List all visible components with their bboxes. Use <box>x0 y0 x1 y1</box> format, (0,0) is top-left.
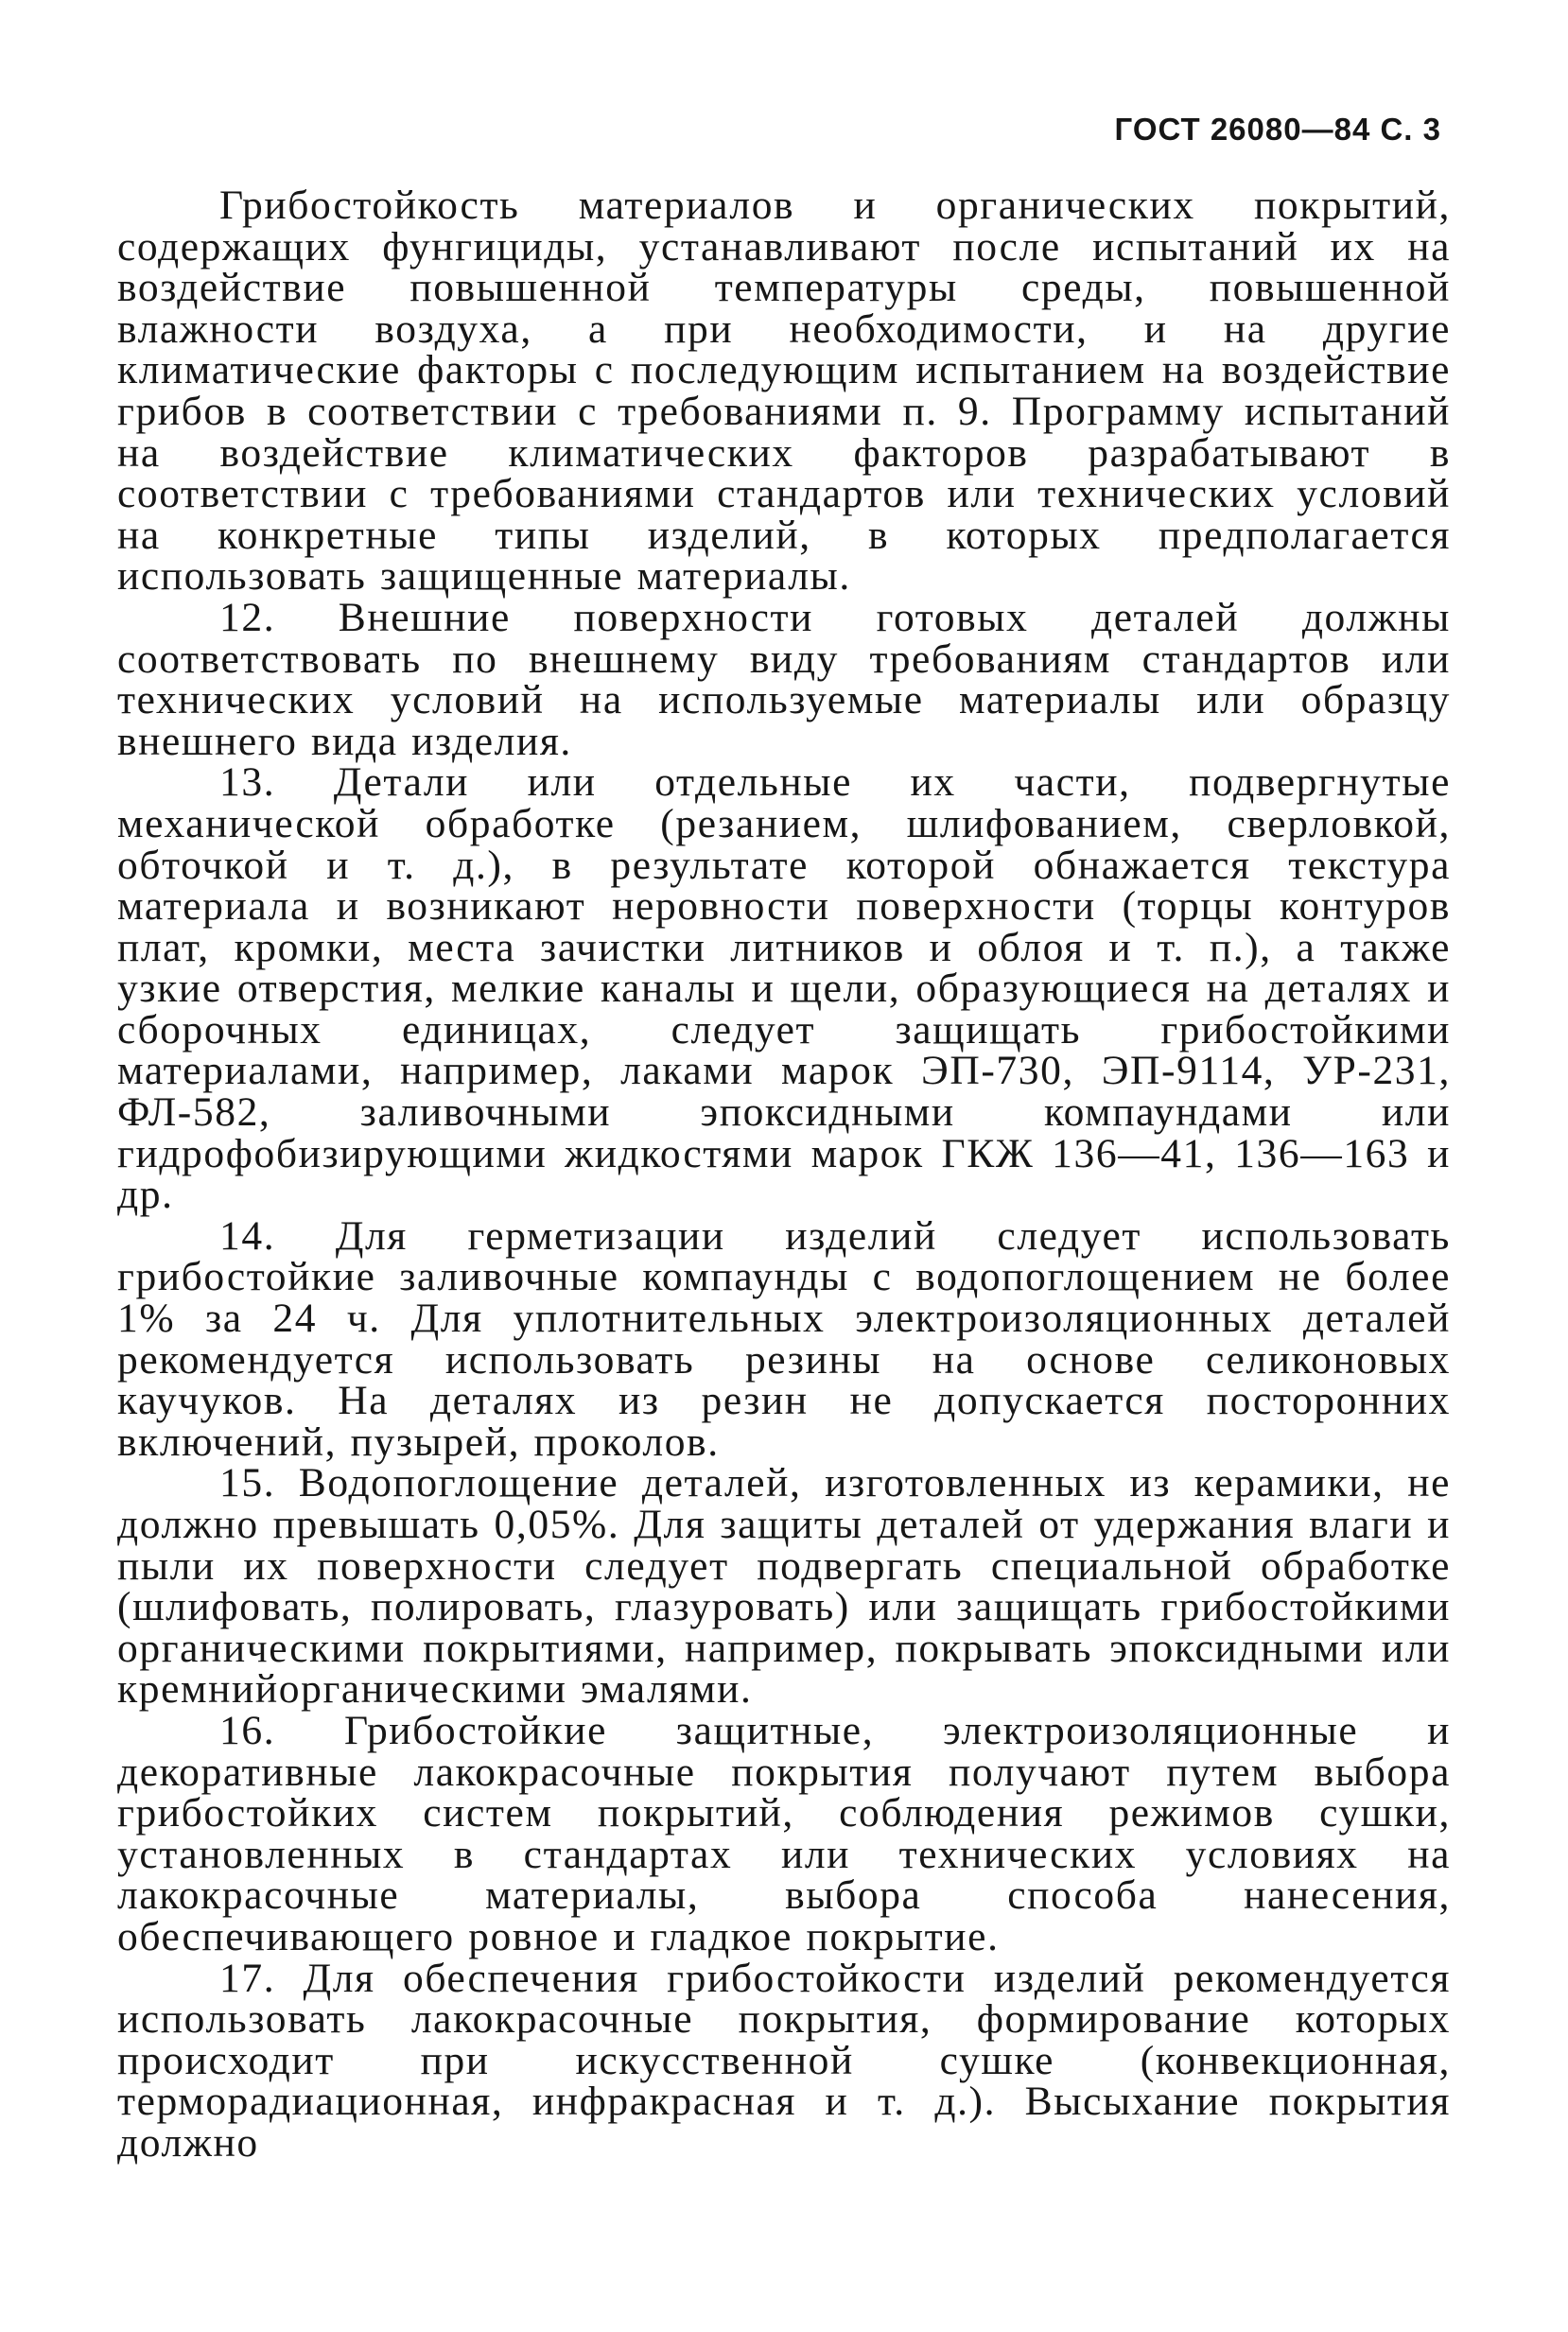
paragraph-14-sealing: 14. Для герметизации изделий следует использовать грибостойкие заливочные компаунды с водопоглощением не более 1% за 24 ч. Для уплотнительных электроизоляционных деталей рекомендуется использовать резины на основе селиконовых каучуков. На деталях из резин не допускается посторонних включений, пузырей, проколов. <box>117 1212 1451 1465</box>
paragraph-17-drying: 17. Для обеспечения грибостойкости изделий рекомендуется использовать лакокрасочные покрытия, формирование которых происходит при искусственной сушке (конвекционная, терморадиационная, инфракрасная и т. д.). Высыхание покрытия должно <box>117 1955 1451 2166</box>
paragraph-fungicide-coatings: Грибостойкость материалов и органических покрытий, содержащих фунгициды, устанавливают после испытаний их на воздействие повышенной температуры среды, повышенной влажности воздуха, а при необходимости, и на другие климатические факторы с последующим испытанием на воздействие грибов в соответствии с требованиями п. 9. Программу испытаний на воздействие климатических факторов разрабатывают в соответствии с требованиями стандартов или технических условий на конкретные типы изделий, в которых предполагается использовать защищенные материалы. <box>117 183 1451 600</box>
paragraph-15-ceramics: 15. Водопоглощение деталей, изготовленных из керамики, не должно превышать 0,05%. Для защиты деталей от удержания влаги и пыли их поверхности следует подвергать специальной обработке (шлифовать, полировать, глазуровать) или защищать грибостойкими органическими покрытиями, например, покрывать эпоксидными или кремнийорганическими эмалями. <box>117 1460 1451 1713</box>
paragraph-16-paint-coatings: 16. Грибостойкие защитные, электроизоляционные и декоративные лакокрасочные покрытия получают путем выбора грибостойких систем покрытий, соблюдения режимов сушки, установленных в стандартах или технических условиях на лакокрасочные материалы, выбора способа нанесения, обеспечивающего ровное и гладкое покрытие. <box>117 1707 1451 1959</box>
document-body <box>117 185 1451 2165</box>
paragraph-13-machined-parts: 13. Детали или отдельные их части, подвергнутые механической обработке (резанием, шлифованием, сверловкой, обточкой и т. д.), в результате которой обнажается текстура материала и возникают неровности поверхности (торцы контуров плат, кромки, места зачистки литников и облоя и т. п.), а также узкие отверстия, мелкие каналы и щели, образующиеся на деталях и сборочных единицах, следует защищать грибостойкими материалами, например, лаками марок ЭП-730, ЭП-9114, УР-231, ФЛ-582, заливочными эпоксидными компаундами или гидрофобизирующими жидкостями марок ГКЖ 136—41, 136—163 и др. <box>117 759 1451 1218</box>
paragraph-12-surfaces: 12. Внешние поверхности готовых деталей должны соответствовать по внешнему виду требованиям стандартов или технических условий на используемые материалы или образцу внешнего вида изделия. <box>117 594 1451 764</box>
page-running-title: ГОСТ 26080—84 С. 3 <box>1114 112 1441 147</box>
